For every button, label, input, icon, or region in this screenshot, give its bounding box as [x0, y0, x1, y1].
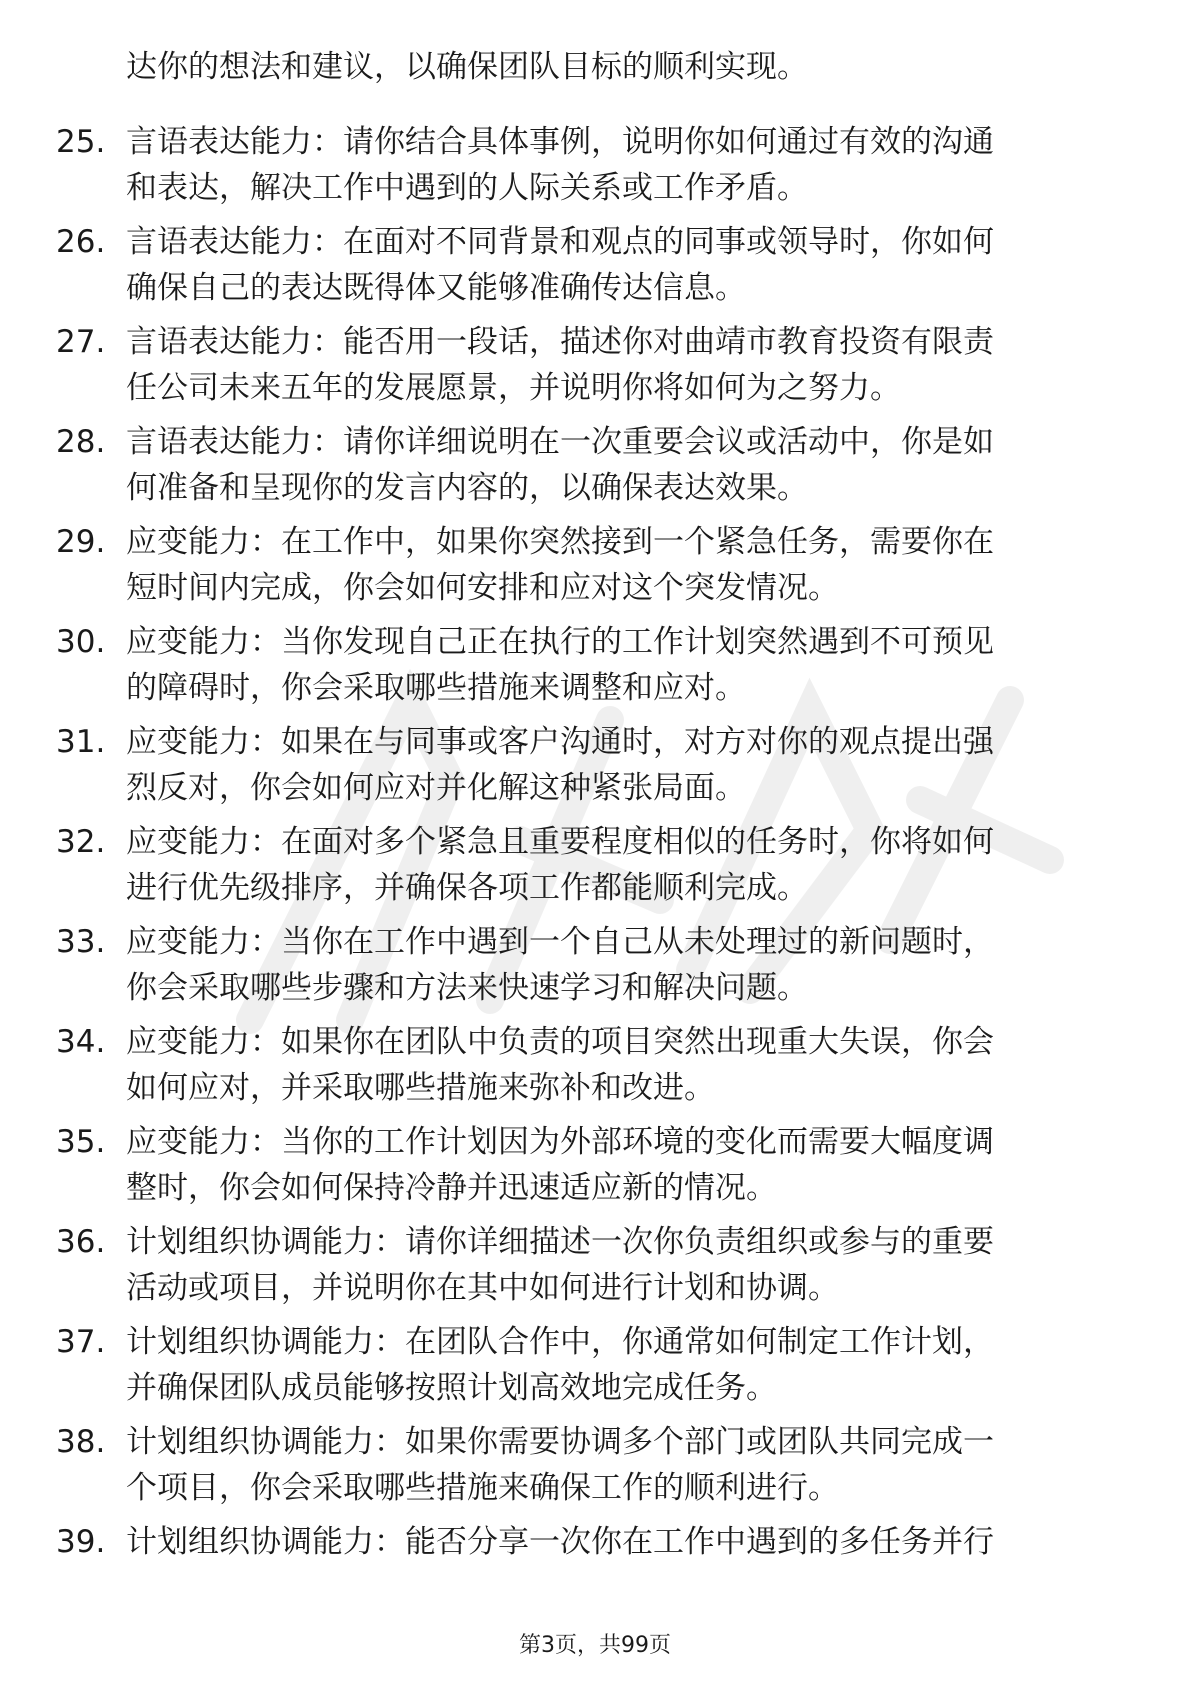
question-text-line: 应变能力：当你的工作计划因为外部环境的变化而需要大幅度调: [126, 1124, 994, 1160]
question-text-line: 并确保团队成员能够按照计划高效地完成任务。: [126, 1370, 777, 1406]
question-text-line: 确保自己的表达既得体又能够准确传达信息。: [126, 270, 746, 306]
question-text-line: 言语表达能力：在面对不同背景和观点的同事或领导时，你如何: [126, 224, 994, 260]
question-text: [126, 1419, 1116, 1511]
question-text: [126, 419, 1116, 511]
question-text: [126, 919, 1116, 1011]
question-text-line: 言语表达能力：能否用一段话，描述你对曲靖市教育投资有限责: [126, 324, 994, 360]
question-item: [0, 619, 1190, 719]
question-text-line: 和表达，解决工作中遇到的人际关系或工作矛盾。: [126, 170, 808, 206]
question-text: [126, 1319, 1116, 1411]
question-item: [0, 219, 1190, 319]
question-text: [126, 319, 1116, 411]
question-text-line: 何准备和呈现你的发言内容的，以确保表达效果。: [126, 470, 808, 506]
question-number: 33.: [56, 924, 106, 960]
question-item: [0, 1419, 1190, 1519]
question-number: 32.: [56, 824, 106, 860]
question-text-line: 的障碍时，你会采取哪些措施来调整和应对。: [126, 670, 746, 706]
question-text: [126, 819, 1116, 911]
question-number: 27.: [56, 324, 106, 360]
question-text-line: 进行优先级排序，并确保各项工作都能顺利完成。: [126, 870, 808, 906]
question-text-line: 计划组织协调能力：如果你需要协调多个部门或团队共同完成一: [126, 1424, 994, 1460]
question-text: [126, 1519, 1116, 1565]
question-number: 39.: [56, 1524, 106, 1560]
question-item: [0, 319, 1190, 419]
question-number: 26.: [56, 224, 106, 260]
question-number: 36.: [56, 1224, 106, 1260]
question-text-line: 计划组织协调能力：在团队合作中，你通常如何制定工作计划，: [126, 1324, 994, 1360]
question-number: 37.: [56, 1324, 106, 1360]
question-text-line: 应变能力：如果你在团队中负责的项目突然出现重大失误，你会: [126, 1024, 994, 1060]
question-item: [0, 119, 1190, 219]
question-text: [126, 1119, 1116, 1211]
page-footer: 第3页，共99页: [519, 1633, 671, 1658]
question-text-line: 应变能力：在面对多个紧急且重要程度相似的任务时，你将如何: [126, 824, 994, 860]
question-text-line: 活动或项目，并说明你在其中如何进行计划和协调。: [126, 1270, 839, 1306]
question-number: 35.: [56, 1124, 106, 1160]
question-item: [0, 1519, 1190, 1619]
question-text: [126, 619, 1116, 711]
question-text: [126, 519, 1116, 611]
question-text-line: 烈反对，你会如何应对并化解这种紧张局面。: [126, 770, 746, 806]
question-item: [0, 1219, 1190, 1319]
question-text: [126, 1019, 1116, 1111]
continuation-line: 达你的想法和建议，以确保团队目标的顺利实现。: [126, 49, 808, 85]
question-text-line: 你会采取哪些步骤和方法来快速学习和解决问题。: [126, 970, 808, 1006]
question-text-line: 个项目，你会采取哪些措施来确保工作的顺利进行。: [126, 1470, 839, 1506]
question-text-line: 短时间内完成，你会如何安排和应对这个突发情况。: [126, 570, 839, 606]
question-item: [0, 1319, 1190, 1419]
question-number: 25.: [56, 124, 106, 160]
question-number: 30.: [56, 624, 106, 660]
question-text-line: 计划组织协调能力：能否分享一次你在工作中遇到的多任务并行: [126, 1524, 994, 1560]
question-text: [126, 119, 1116, 211]
question-item: [0, 1119, 1190, 1219]
question-number: 31.: [56, 724, 106, 760]
question-list: [0, 119, 1190, 1619]
question-text-line: 应变能力：当你发现自己正在执行的工作计划突然遇到不可预见: [126, 624, 994, 660]
question-number: 34.: [56, 1024, 106, 1060]
question-number: 28.: [56, 424, 106, 460]
question-text-line: 应变能力：在工作中，如果你突然接到一个紧急任务，需要你在: [126, 524, 994, 560]
question-text-line: 整时，你会如何保持冷静并迅速适应新的情况。: [126, 1170, 777, 1206]
question-item: [0, 519, 1190, 619]
question-item: [0, 1019, 1190, 1119]
question-text-line: 言语表达能力：请你详细说明在一次重要会议或活动中，你是如: [126, 424, 994, 460]
question-text-line: 言语表达能力：请你结合具体事例，说明你如何通过有效的沟通: [126, 124, 994, 160]
question-text-line: 如何应对，并采取哪些措施来弥补和改进。: [126, 1070, 715, 1106]
question-text: [126, 1219, 1116, 1311]
question-text-line: 计划组织协调能力：请你详细描述一次你负责组织或参与的重要: [126, 1224, 994, 1260]
question-item: [0, 419, 1190, 519]
question-item: [0, 819, 1190, 919]
question-item: [0, 919, 1190, 1019]
question-text-line: 应变能力：当你在工作中遇到一个自己从未处理过的新问题时，: [126, 924, 994, 960]
question-text: [126, 719, 1116, 811]
question-number: 29.: [56, 524, 106, 560]
question-number: 38.: [56, 1424, 106, 1460]
question-text: [126, 219, 1116, 311]
question-text-line: 应变能力：如果在与同事或客户沟通时，对方对你的观点提出强: [126, 724, 994, 760]
question-item: [0, 719, 1190, 819]
question-text-line: 任公司未来五年的发展愿景，并说明你将如何为之努力。: [126, 370, 901, 406]
